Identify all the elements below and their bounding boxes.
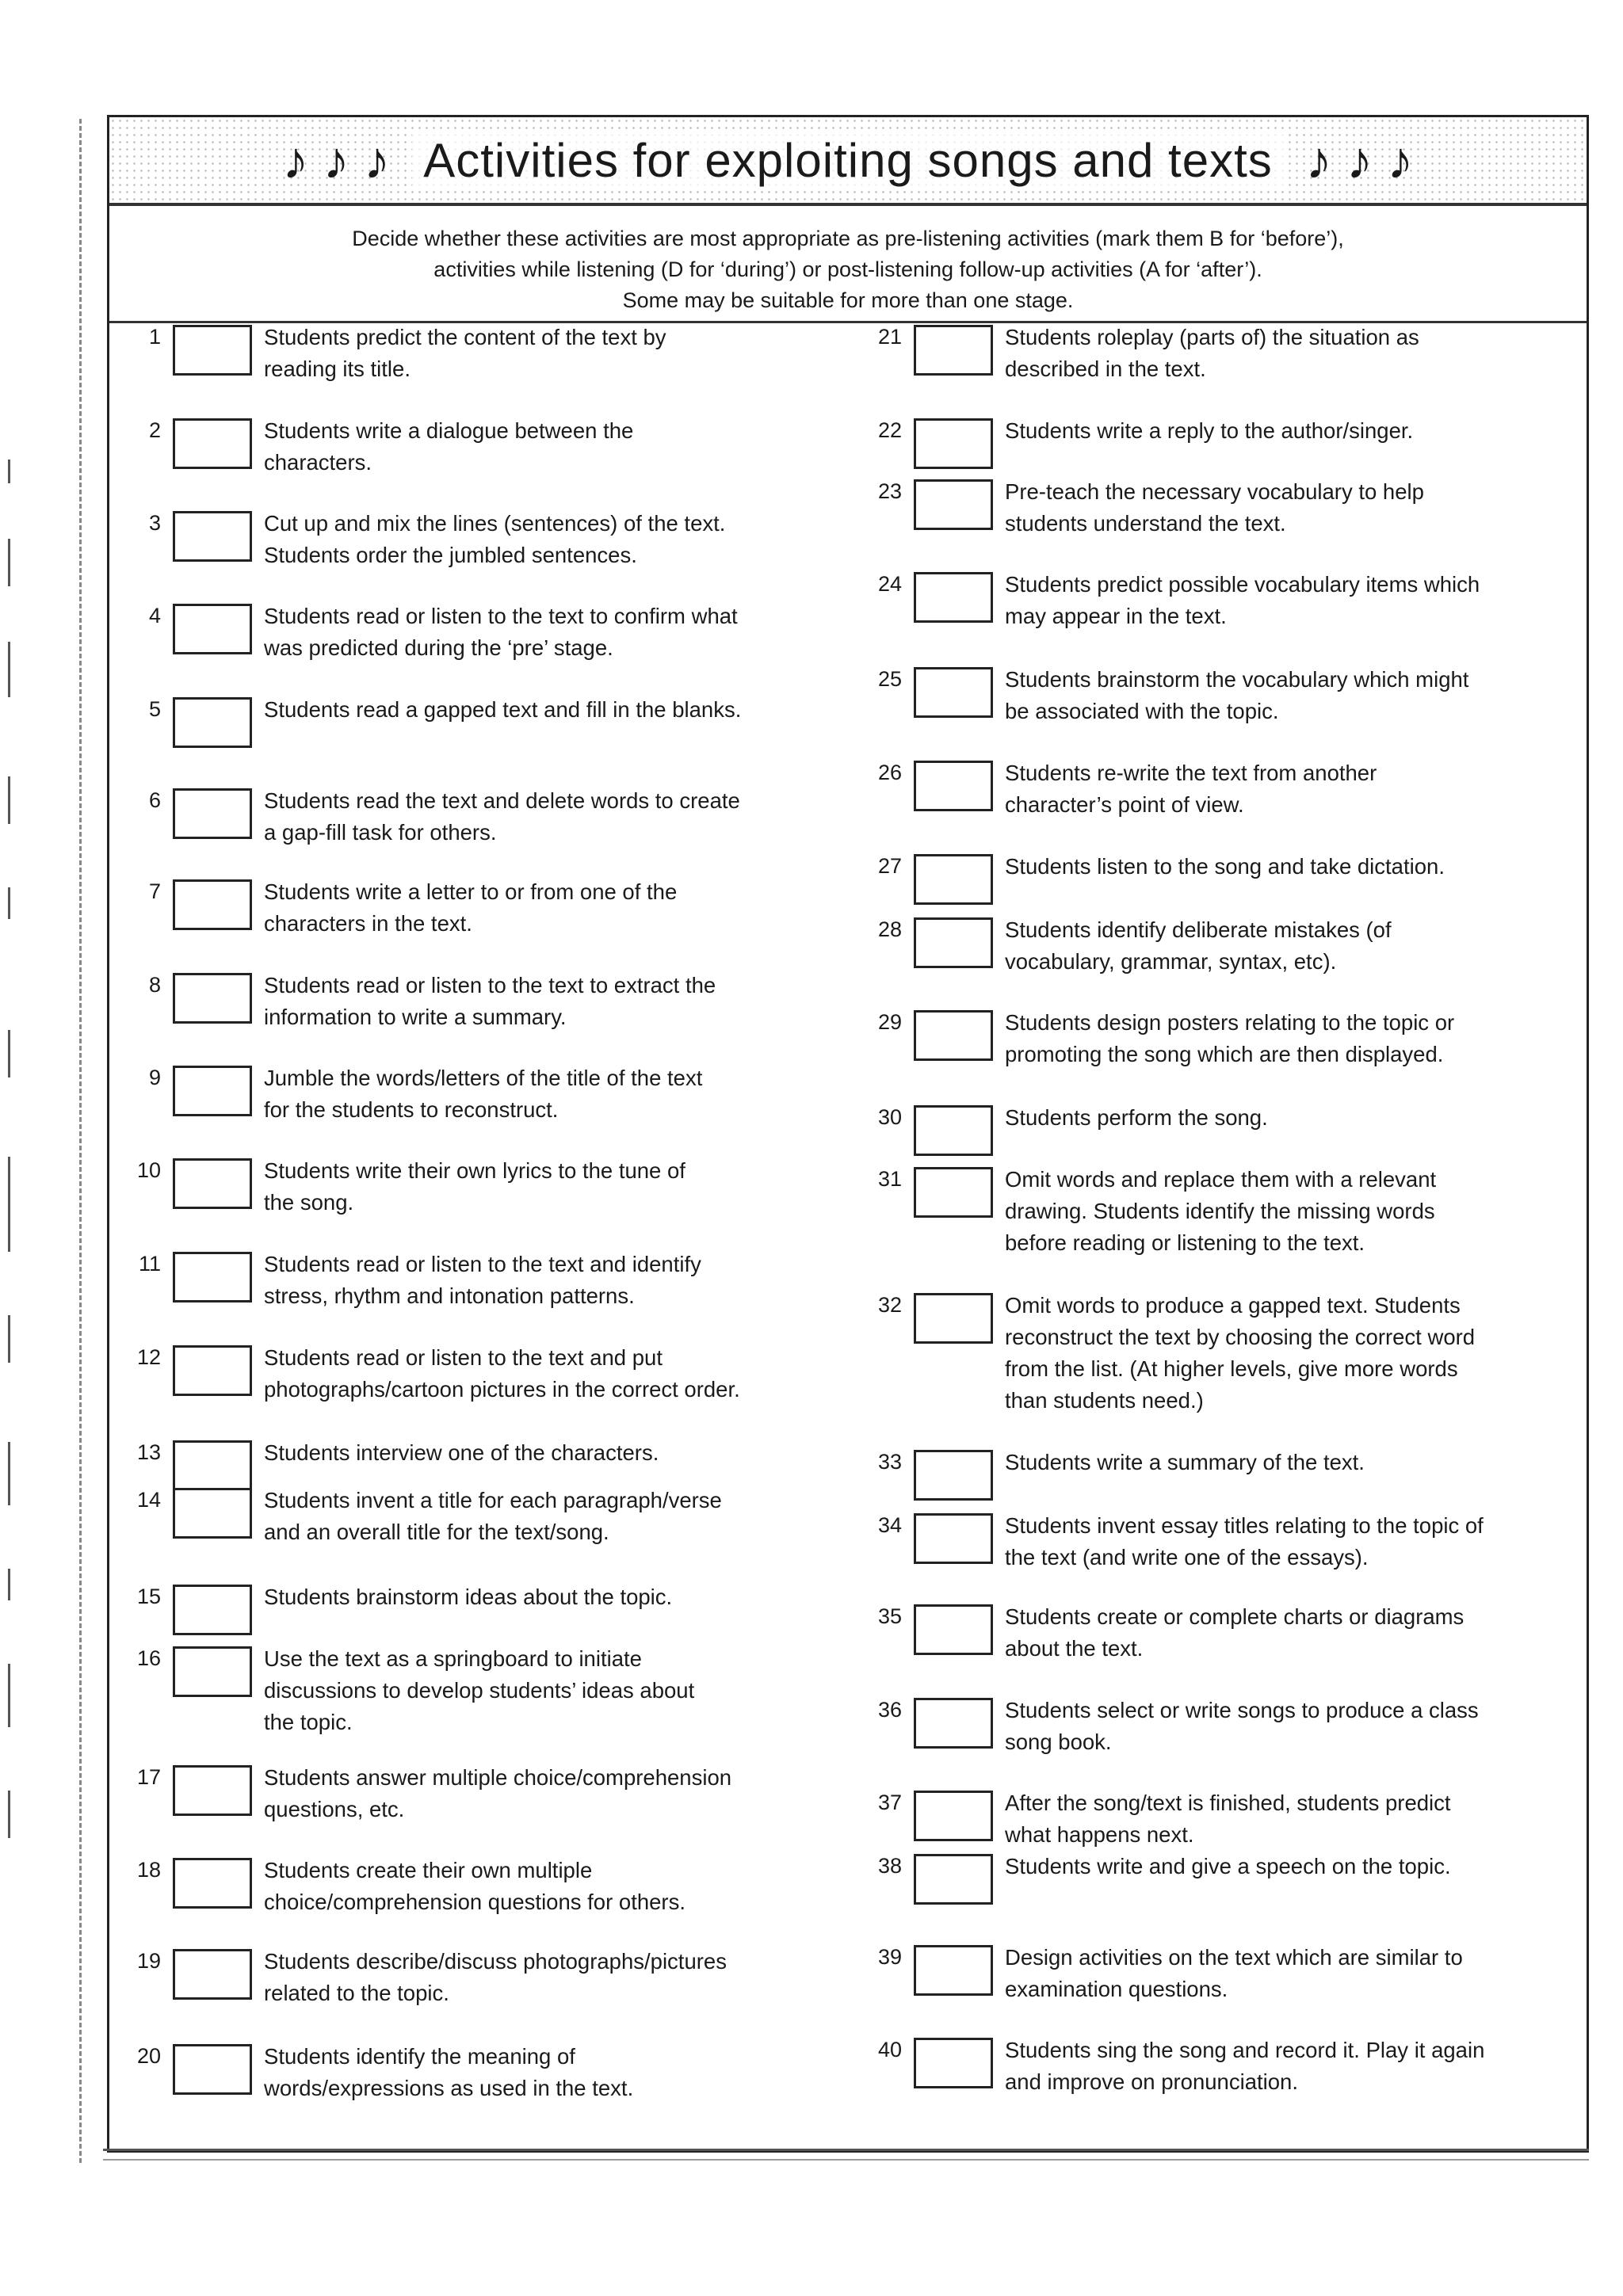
activity-item <box>121 1158 834 1238</box>
activity-text: Students listen to the song and take dictation. <box>1005 854 1445 879</box>
activity-number: 40 <box>877 2038 902 2061</box>
answer-box[interactable] <box>914 1513 993 1564</box>
activity-item <box>862 1513 1587 1592</box>
answer-box[interactable] <box>914 1105 993 1156</box>
activity-text: Students design posters relating to the topic or promoting the song which are then displayed. <box>1005 1010 1455 1066</box>
activity-number: 20 <box>136 2044 161 2068</box>
activity-text: Students predict possible vocabulary items which may appear in the text. <box>1005 572 1480 628</box>
activity-item <box>862 1604 1587 1684</box>
answer-box[interactable] <box>173 1858 252 1909</box>
activity-item <box>121 1949 834 2028</box>
activity-item <box>121 973 834 1052</box>
activity-item <box>121 1646 834 1734</box>
activity-item <box>862 1167 1587 1255</box>
activity-item <box>862 761 1587 840</box>
answer-box[interactable] <box>173 697 252 748</box>
activity-text: Students describe/discuss photographs/pictures related to the topic. <box>264 1949 727 2005</box>
activity-text: Students re-write the text from another character’s point of view. <box>1005 761 1377 817</box>
activity-number: 24 <box>877 572 902 596</box>
activity-number: 13 <box>136 1440 161 1464</box>
activity-number: 26 <box>877 761 902 784</box>
instruction-line: Some may be suitable for more than one stage. <box>622 288 1074 312</box>
activity-item <box>862 1945 1587 2024</box>
scan-margin-marks <box>8 444 40 2187</box>
activity-item <box>121 1765 834 1844</box>
activity-text: Students write a letter to or from one of the characters in the text. <box>264 879 678 936</box>
activity-text: Students read a gapped text and fill in the blanks. <box>264 697 742 722</box>
activity-text: Students read the text and delete words to create a gap-fill task for others. <box>264 788 740 845</box>
activity-item <box>121 1252 834 1331</box>
answer-box[interactable] <box>914 1010 993 1061</box>
activity-text: Students roleplay (parts of) the situation as described in the text. <box>1005 325 1419 381</box>
activity-text: Cut up and mix the lines (sentences) of the text. Students order the jumbled sentences. <box>264 511 726 567</box>
answer-box[interactable] <box>173 1066 252 1116</box>
activity-number: 22 <box>877 418 902 442</box>
activity-item <box>121 2044 834 2123</box>
answer-box[interactable] <box>173 879 252 930</box>
activity-text: Students answer multiple choice/comprehension questions, etc. <box>264 1765 732 1821</box>
activity-item <box>121 879 834 959</box>
activity-item <box>121 697 834 776</box>
answer-box[interactable] <box>914 1604 993 1655</box>
activity-text: After the song/text is finished, students predict what happens next. <box>1005 1791 1451 1847</box>
bottom-rule <box>103 2149 1589 2161</box>
scan-edge-line <box>79 119 82 2163</box>
activity-number: 36 <box>877 1698 902 1722</box>
activity-number: 25 <box>877 667 902 691</box>
activity-number: 5 <box>148 697 161 721</box>
activity-number: 35 <box>877 1604 902 1628</box>
activity-text: Students write their own lyrics to the tune of the song. <box>264 1158 685 1215</box>
activity-number: 29 <box>877 1010 902 1034</box>
activity-text: Students predict the content of the text by reading its title. <box>264 325 666 381</box>
activity-number: 10 <box>136 1158 161 1182</box>
answer-box[interactable] <box>914 1854 993 1905</box>
activity-text: Omit words and replace them with a relevant drawing. Students identify the missing words before reading or listening to the text. <box>1005 1167 1437 1255</box>
title-banner <box>109 117 1587 206</box>
answer-box[interactable] <box>173 788 252 839</box>
activity-text: Students create their own multiple choice/comprehension questions for others. <box>264 1858 685 1914</box>
activity-text: Jumble the words/letters of the title of the text for the students to reconstruct. <box>264 1066 703 1122</box>
activity-item <box>862 667 1587 746</box>
activity-text: Students write a summary of the text. <box>1005 1450 1365 1474</box>
activity-item <box>862 1698 1587 1777</box>
answer-box[interactable] <box>173 1488 252 1539</box>
activity-number: 28 <box>877 917 902 941</box>
activity-item <box>862 572 1587 651</box>
activity-number: 23 <box>877 479 902 503</box>
activity-text: Students select or write songs to produce a class song book. <box>1005 1698 1479 1754</box>
activity-item <box>862 479 1587 559</box>
answer-box[interactable] <box>173 1646 252 1697</box>
activity-text: Design activities on the text which are similar to examination questions. <box>1005 1945 1463 2001</box>
activity-number: 30 <box>877 1105 902 1129</box>
answer-box[interactable] <box>914 479 993 530</box>
activity-number: 8 <box>148 973 161 997</box>
activity-text: Students identify the meaning of words/expressions as used in the text. <box>264 2044 634 2100</box>
activity-text: Students invent a title for each paragraph/verse and an overall title for the text/song. <box>264 1488 722 1544</box>
activity-text: Pre-teach the necessary vocabulary to help students understand the text. <box>1005 479 1424 536</box>
activity-number: 17 <box>136 1765 161 1789</box>
activity-item <box>121 1858 834 1937</box>
activity-text: Students brainstorm ideas about the topic. <box>264 1585 673 1609</box>
activity-number: 37 <box>877 1791 902 1814</box>
activity-number: 2 <box>148 418 161 442</box>
answer-box[interactable] <box>914 572 993 623</box>
activity-text: Students read or listen to the text to confirm what was predicted during the ‘pre’ stage. <box>264 604 738 660</box>
activity-number: 12 <box>136 1345 161 1369</box>
activity-number: 19 <box>136 1949 161 1973</box>
activity-number: 38 <box>877 1854 902 1878</box>
answer-box[interactable] <box>173 1949 252 2000</box>
activity-number: 16 <box>136 1646 161 1670</box>
music-note-icon: ♪ ♪ ♪ <box>1305 131 1414 189</box>
activity-number: 34 <box>877 1513 902 1537</box>
activity-text: Students create or complete charts or diagrams about the text. <box>1005 1604 1465 1661</box>
answer-box[interactable] <box>914 1167 993 1218</box>
answer-box[interactable] <box>914 1450 993 1501</box>
activity-number: 9 <box>148 1066 161 1089</box>
answer-box[interactable] <box>914 667 993 718</box>
answer-box[interactable] <box>173 325 252 376</box>
activity-text: Use the text as a springboard to initiate discussions to develop students’ ideas about the topic. <box>264 1646 695 1734</box>
activity-text: Students read or listen to the text and identify stress, rhythm and intonation patterns. <box>264 1252 701 1308</box>
answer-box[interactable] <box>173 1440 252 1491</box>
instructions <box>109 206 1587 323</box>
activity-item <box>121 1345 834 1425</box>
activity-number: 3 <box>148 511 161 535</box>
activity-text: Students read or listen to the text and put photographs/cartoon pictures in the correct order. <box>264 1345 740 1402</box>
activity-item <box>121 418 834 498</box>
page-title: Activities for exploiting songs and texts <box>412 133 1284 188</box>
activity-list <box>109 325 1587 2131</box>
activity-item <box>862 1293 1587 1413</box>
answer-box[interactable] <box>173 511 252 562</box>
answer-box[interactable] <box>173 418 252 469</box>
activity-item <box>121 511 834 590</box>
activity-text: Students identify deliberate mistakes (of vocabulary, grammar, syntax, etc). <box>1005 917 1392 974</box>
answer-box[interactable] <box>173 1585 252 1635</box>
activity-item <box>862 2038 1587 2117</box>
answer-box[interactable] <box>173 973 252 1024</box>
activity-text: Students write and give a speech on the topic. <box>1005 1854 1451 1878</box>
activity-item <box>121 1066 834 1145</box>
activity-number: 7 <box>148 879 161 903</box>
activity-number: 11 <box>138 1252 161 1276</box>
answer-box[interactable] <box>914 2038 993 2088</box>
activity-number: 14 <box>136 1488 161 1512</box>
answer-box[interactable] <box>914 1293 993 1344</box>
activity-number: 15 <box>136 1585 161 1608</box>
music-note-icon: ♪ ♪ ♪ <box>282 131 391 189</box>
activity-text: Students sing the song and record it. Play it again and improve on pronunciation. <box>1005 2038 1485 2094</box>
activity-item <box>121 788 834 868</box>
activity-item <box>121 325 834 404</box>
activity-number: 4 <box>148 604 161 627</box>
activity-text: Students perform the song. <box>1005 1105 1268 1130</box>
activity-item <box>121 1488 834 1567</box>
answer-box[interactable] <box>914 917 993 968</box>
answer-box[interactable] <box>173 1252 252 1302</box>
instruction-line: activities while listening (D for ‘during’) or post-listening follow-up activities (A for ‘after’). <box>433 257 1262 281</box>
activity-number: 27 <box>877 854 902 878</box>
answer-box[interactable] <box>914 854 993 905</box>
activity-text: Omit words to produce a gapped text. Students reconstruct the text by choosing the correct word from the list. (At higher levels, give more words than students need.) <box>1005 1293 1476 1413</box>
activity-text: Students write a reply to the author/singer. <box>1005 418 1414 443</box>
answer-box[interactable] <box>173 604 252 654</box>
worksheet <box>107 115 1589 2153</box>
activity-item <box>862 1854 1587 1933</box>
activity-text: Students invent essay titles relating to the topic of the text (and write one of the essays). <box>1005 1513 1484 1569</box>
answer-box[interactable] <box>173 2044 252 2095</box>
activity-number: 6 <box>148 788 161 812</box>
activity-number: 1 <box>148 325 161 349</box>
answer-box[interactable] <box>914 1945 993 1996</box>
answer-box[interactable] <box>914 761 993 811</box>
activity-number: 39 <box>877 1945 902 1969</box>
answer-box[interactable] <box>914 325 993 376</box>
answer-box[interactable] <box>173 1345 252 1396</box>
activity-text: Students brainstorm the vocabulary which might be associated with the topic. <box>1005 667 1469 723</box>
activity-text: Students read or listen to the text to extract the information to write a summary. <box>264 973 716 1029</box>
answer-box[interactable] <box>914 1698 993 1749</box>
activity-item <box>862 325 1587 404</box>
activity-item <box>862 917 1587 997</box>
activity-item <box>862 1010 1587 1089</box>
activity-item <box>121 604 834 683</box>
answer-box[interactable] <box>173 1158 252 1209</box>
activity-number: 21 <box>877 325 902 349</box>
answer-box[interactable] <box>914 418 993 469</box>
activity-text: Students interview one of the characters. <box>264 1440 659 1465</box>
answer-box[interactable] <box>173 1765 252 1816</box>
activity-number: 31 <box>877 1167 902 1191</box>
activity-number: 33 <box>877 1450 902 1474</box>
answer-box[interactable] <box>914 1791 993 1841</box>
activity-number: 32 <box>877 1293 902 1317</box>
activity-text: Students write a dialogue between the characters. <box>264 418 634 475</box>
instruction-line: Decide whether these activities are most appropriate as pre-listening activities (mark them B for ‘before’), <box>352 227 1344 250</box>
activity-number: 18 <box>136 1858 161 1882</box>
